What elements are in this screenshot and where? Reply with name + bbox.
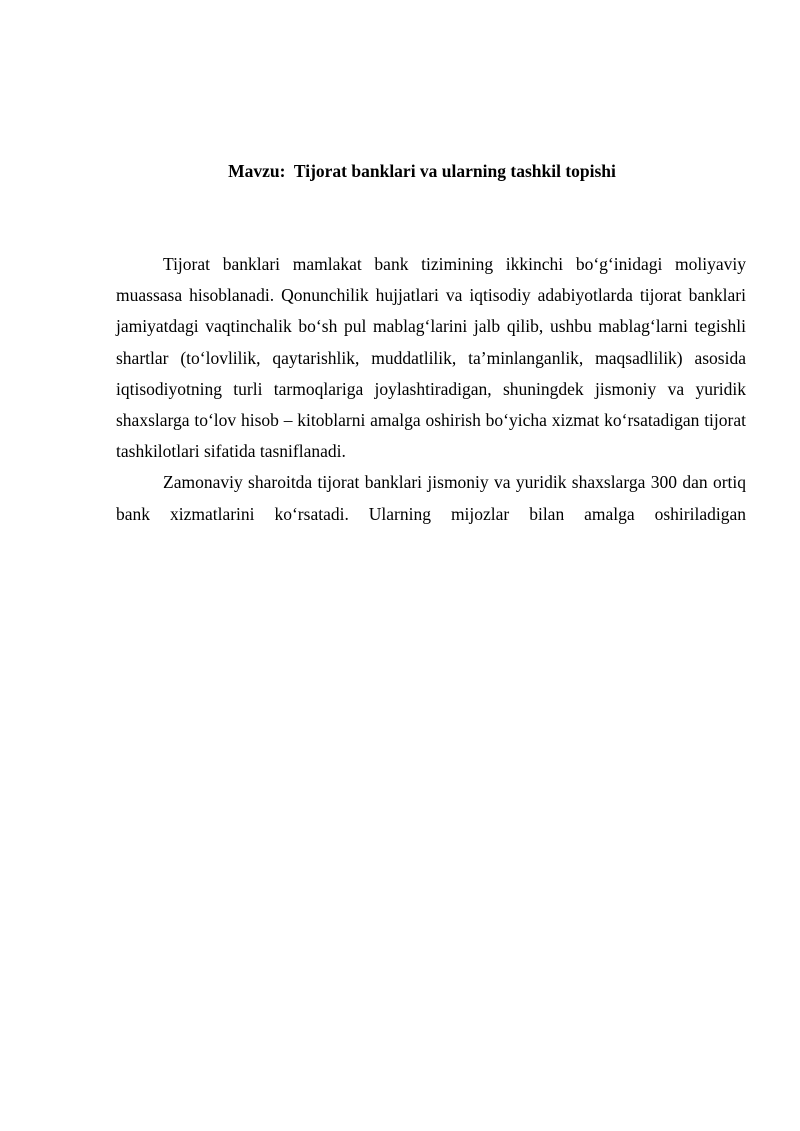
- document-body: [116, 249, 746, 530]
- document-title: Mavzu: Tijorat banklari va ularning tashkil topishi: [228, 161, 616, 181]
- paragraph-1: Tijorat banklari mamlakat bank tizimining ikkinchi bo‘g‘inidagi moliyaviy muassasa hisoblanadi. Qonunchilik hujjatlari va iqtisodiy adabiyotlarda tijorat banklari jamiyatdagi vaqtinchalik bo‘sh pul mablag‘larini jalb qilib, ushbu mablag‘larni tegishli shartlar (to‘lovlilik, qaytarishlik, muddatlilik, ta’minlanganlik, maqsadlilik) asosida iqtisodiyotning turli tarmoqlariga joylashtiradigan, shuningdek jismoniy va yuridik shaxslarga to‘lov hisob – kitoblarni amalga oshirish bo‘yicha xizmat ko‘rsatadigan tijorat tashkilotlari sifatida tasniflanadi.: [116, 254, 746, 462]
- paragraph-2: Zamonaviy sharoitda tijorat banklari jismoniy va yuridik shaxslarga 300 dan ortiq bank xizmatlarini ko‘rsatadi. Ularning mijozlar bilan amalga oshiriladigan: [116, 472, 746, 524]
